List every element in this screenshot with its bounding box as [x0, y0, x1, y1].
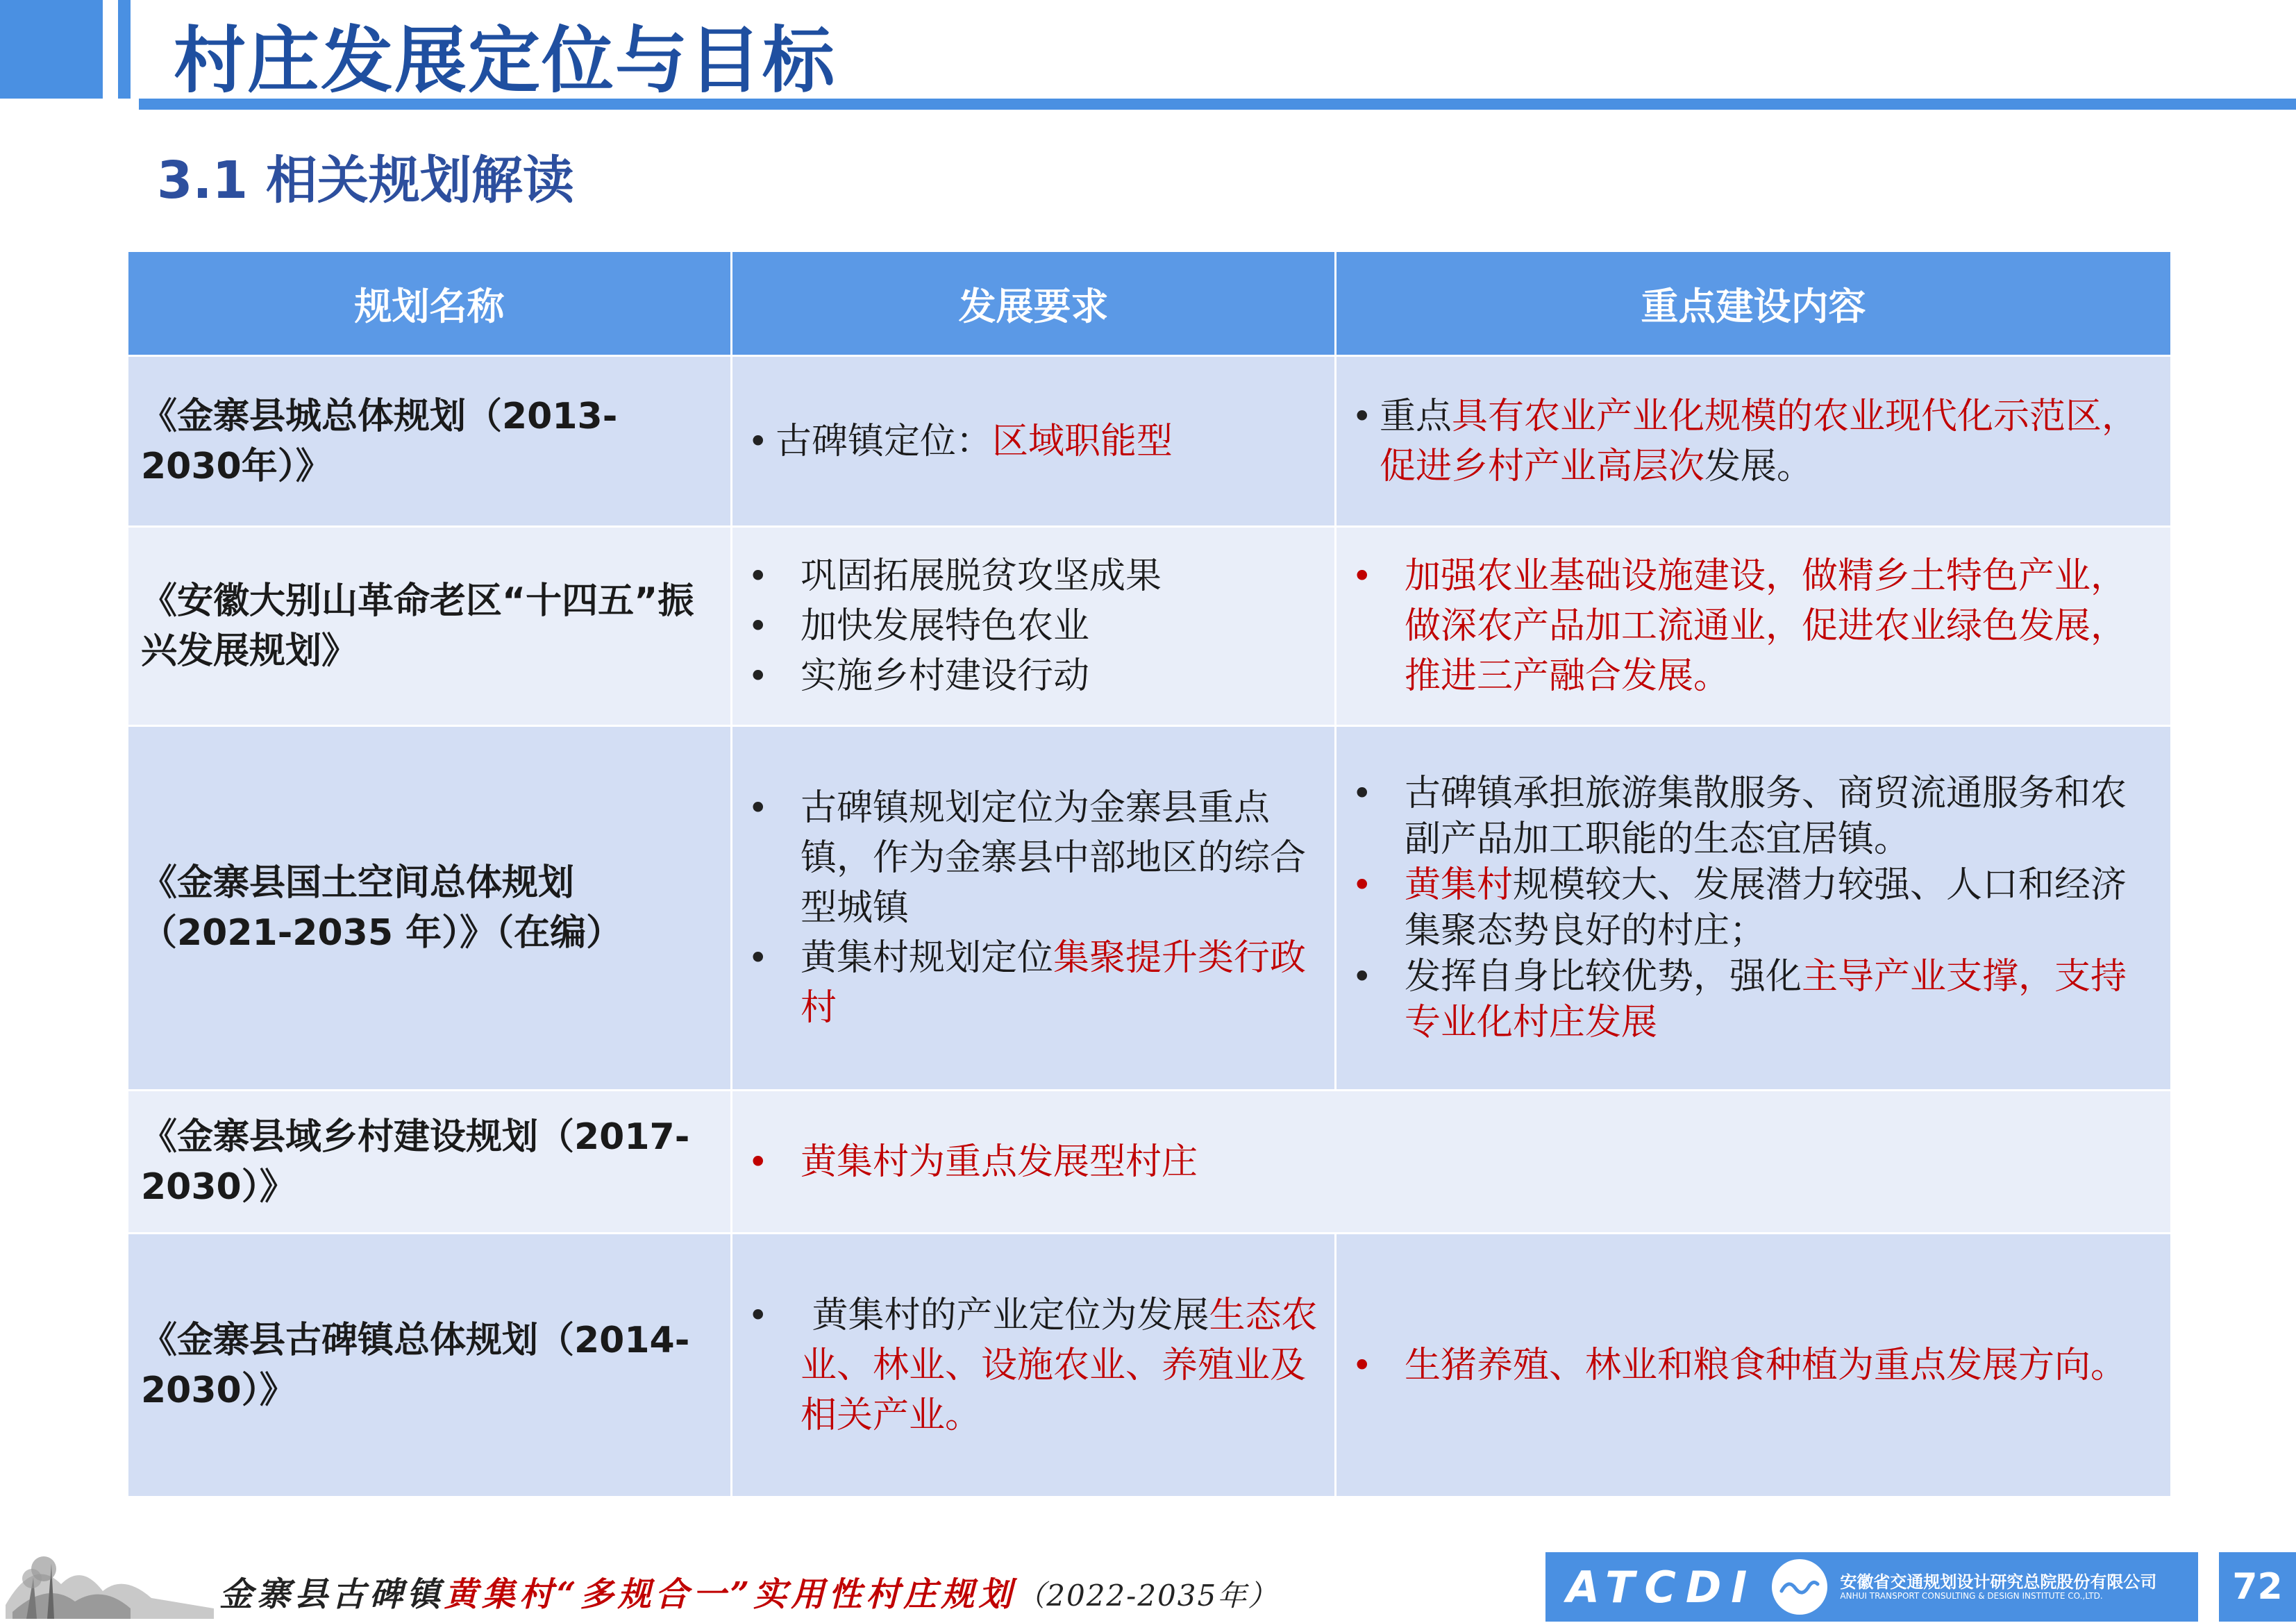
page-title: 村庄发展定位与目标: [174, 18, 837, 103]
logo-wave-icon: [1772, 1559, 1827, 1615]
footer-project-title: 金寨县古碑镇黄集村“多规合一”实用性村庄规划（2022-2035年）: [219, 1575, 1279, 1614]
plan-name-cell: 《金寨县域乡村建设规划（2017-2030）》: [128, 1091, 732, 1234]
requirements-cell: [732, 1091, 2172, 1234]
requirement-item: • 古碑镇定位：区域职能型: [748, 417, 1322, 466]
section-title: 3.1 相关规划解读: [157, 151, 574, 210]
content-item: • 重点具有农业产业化规模的农业现代化示范区，促进乡村产业高层次发展。: [1352, 392, 2158, 491]
requirement-item: • 巩固拓展脱贫攻坚成果: [748, 551, 1322, 601]
plan-table: [126, 250, 2172, 1498]
requirement-item: • 实施乡村建设行动: [748, 651, 1322, 701]
key-content-cell: [1336, 527, 2172, 726]
content-item: • 生猪养殖、林业和粮食种植为重点发展方向。: [1352, 1340, 2158, 1390]
logo-wordmark: ATCDI: [1566, 1561, 1757, 1613]
content-item: • 发挥自身比较优势，强化主导产业支撑，支持专业化村庄发展: [1352, 954, 2158, 1045]
table-row: [128, 527, 2172, 726]
content-item: • 黄集村规模较大、发展潜力较强、人口和经济集聚态势良好的村庄；: [1352, 862, 2158, 954]
requirement-item: • 古碑镇规划定位为金寨县重点镇，作为金寨县中部地区的综合型城镇: [748, 783, 1322, 933]
key-content-cell: [1336, 1234, 2172, 1497]
plan-name-cell: 《金寨县城总体规划（2013-2030年）》: [128, 356, 732, 527]
column-header-plan-name: 规划名称: [128, 251, 732, 356]
table-row: [128, 726, 2172, 1091]
content-item: • 古碑镇承担旅游集散服务、商贸流通服务和农副产品加工职能的生态宜居镇。: [1352, 771, 2158, 862]
company-logo: [1545, 1552, 2198, 1622]
plan-name-cell: 《金寨县古碑镇总体规划（2014-2030）》: [128, 1234, 732, 1497]
key-content-cell: [1336, 726, 2172, 1091]
table-row: [128, 1091, 2172, 1234]
requirements-cell: [732, 356, 1336, 527]
column-header-key-content: 重点建设内容: [1336, 251, 2172, 356]
requirements-cell: [732, 1234, 1336, 1497]
header-accent-stripe: [118, 0, 131, 99]
plan-name-cell: 《安徽大别山革命老区“十四五”振兴发展规划》: [128, 527, 732, 726]
page-number: 72: [2219, 1552, 2296, 1622]
requirement-item: • 黄集村规划定位集聚提升类行政村: [748, 933, 1322, 1033]
requirement-item: • 黄集村为重点发展型村庄: [748, 1137, 2158, 1187]
requirements-cell: [732, 726, 1336, 1091]
header-accent-block: [0, 0, 103, 99]
table-header-row: [128, 251, 2172, 356]
company-name: 安徽省交通规划设计研究总院股份有限公司 ANHUI TRANSPORT CONSULTING & DESIGN INSTITUTE CO.,LTD.: [1840, 1572, 2157, 1601]
key-content-cell: [1336, 356, 2172, 527]
table-row: [128, 356, 2172, 527]
requirement-item: • 黄集村的产业定位为发展生态农业、林业、设施农业、养殖业及相关产业。: [748, 1290, 1322, 1440]
table-row: [128, 1234, 2172, 1497]
landscape-painting-icon: [6, 1515, 214, 1619]
requirements-cell: [732, 527, 1336, 726]
column-header-requirements: 发展要求: [732, 251, 1336, 356]
content-item: • 加强农业基础设施建设，做精乡土特色产业，做深农产品加工流通业，促进农业绿色发展，推进三产融合发展。: [1352, 551, 2158, 701]
plan-name-cell: 《金寨县国土空间总体规划（2021-2035 年）》（在编）: [128, 726, 732, 1091]
requirement-item: • 加快发展特色农业: [748, 601, 1322, 651]
